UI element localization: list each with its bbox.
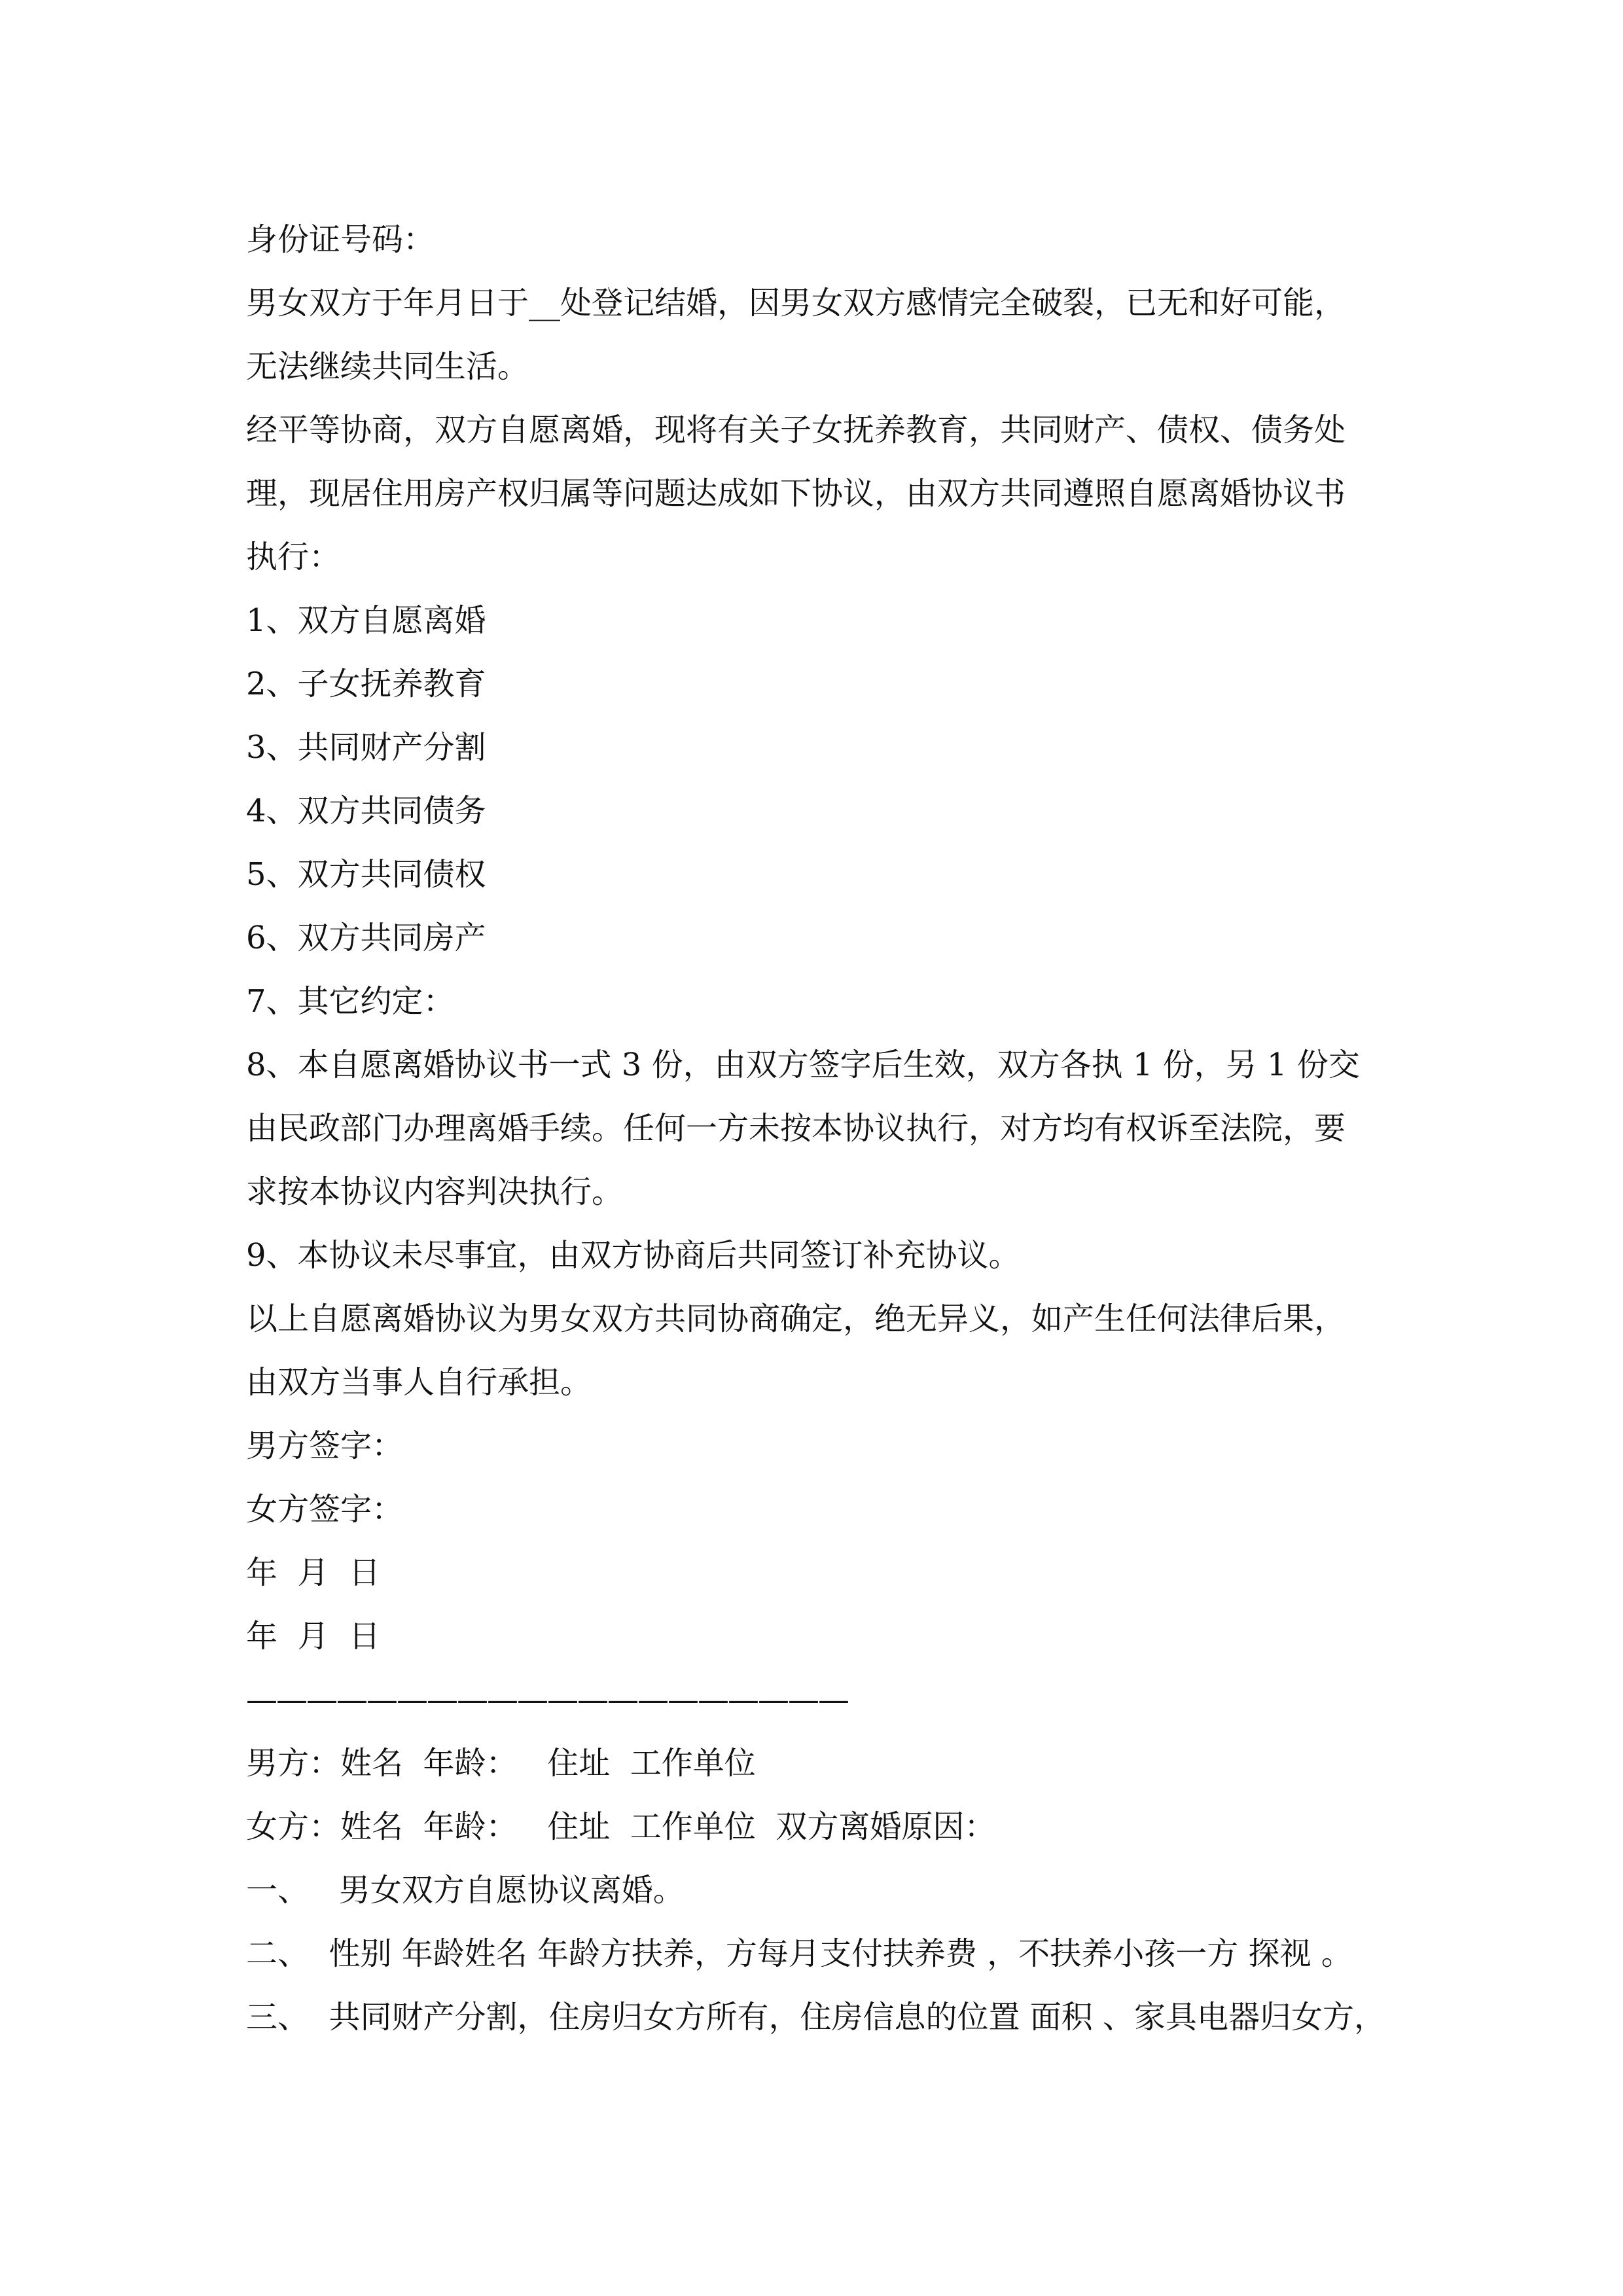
male-signature-label: 男方签字： [246,1427,404,1464]
male-info-line: 男方：姓名 年龄： 住址 工作单位 [246,1745,756,1782]
section-three: 三、 共同财产分割，住房归女方所有，住房信息的位置 面积 、家具电器归女方， [246,1999,1386,2036]
female-info-line: 女方：姓名 年龄： 住址 工作单位 双方离婚原因： [246,1808,996,1845]
clause-7: 7、其它约定： [246,983,455,1020]
agreement-intro-line-end: 执行： [246,539,341,575]
id-number-line: 身份证号码： [246,221,435,258]
closing-statement-cont: 由双方当事人自行承担。 [246,1364,592,1401]
date-line-2: 年 月 日 [246,1618,381,1655]
agreement-intro-line-cont: 理，现居住用房产权归属等问题达成如下协议，由双方共同遵照自愿离婚协议书 [246,475,1346,512]
agreement-intro-line: 经平等协商，双方自愿离婚，现将有关子女抚养教育，共同财产、债权、债务处 [246,412,1346,448]
document-body [246,208,1398,2049]
clause-9: 9、本协议未尽事宜，由双方协商后共同签订补充协议。 [246,1237,1020,1274]
clause-2: 2、子女抚养教育 [246,666,486,702]
closing-statement: 以上自愿离婚协议为男女双方共同协商确定，绝无异义，如产生任何法律后果， [246,1300,1346,1337]
clause-1: 1、双方自愿离婚 [246,602,486,639]
marriage-registration-line-cont: 无法继续共同生活。 [246,348,529,385]
clause-3: 3、共同财产分割 [246,729,486,766]
clause-6: 6、双方共同房产 [246,920,486,956]
section-one: 一、 男女双方自愿协议离婚。 [246,1872,685,1909]
female-signature-label: 女方签字： [246,1491,404,1528]
clause-8: 8、本自愿离婚协议书一式 3 份，由双方签字后生效，双方各执 1 份，另 1 份交 [246,1047,1360,1083]
clause-8-cont: 由民政部门办理离婚手续。任何一方未按本协议执行，对方均有权诉至法院，要 [246,1110,1346,1147]
marriage-registration-line: 男女双方于年月日于__处登记结婚，因男女双方感情完全破裂，已无和好可能， [246,285,1346,321]
section-two: 二、 性别 年龄姓名 年龄方扶养，方每月支付扶养费 ，不扶养小孩一方 探视 。 [246,1935,1353,1972]
clause-4: 4、双方共同债务 [246,793,486,829]
clause-5: 5、双方共同债权 [246,856,486,893]
date-line-1: 年 月 日 [246,1554,381,1591]
clause-8-end: 求按本协议内容判决执行。 [246,1174,624,1210]
separator-line: ———————————————————— [246,1681,848,1718]
